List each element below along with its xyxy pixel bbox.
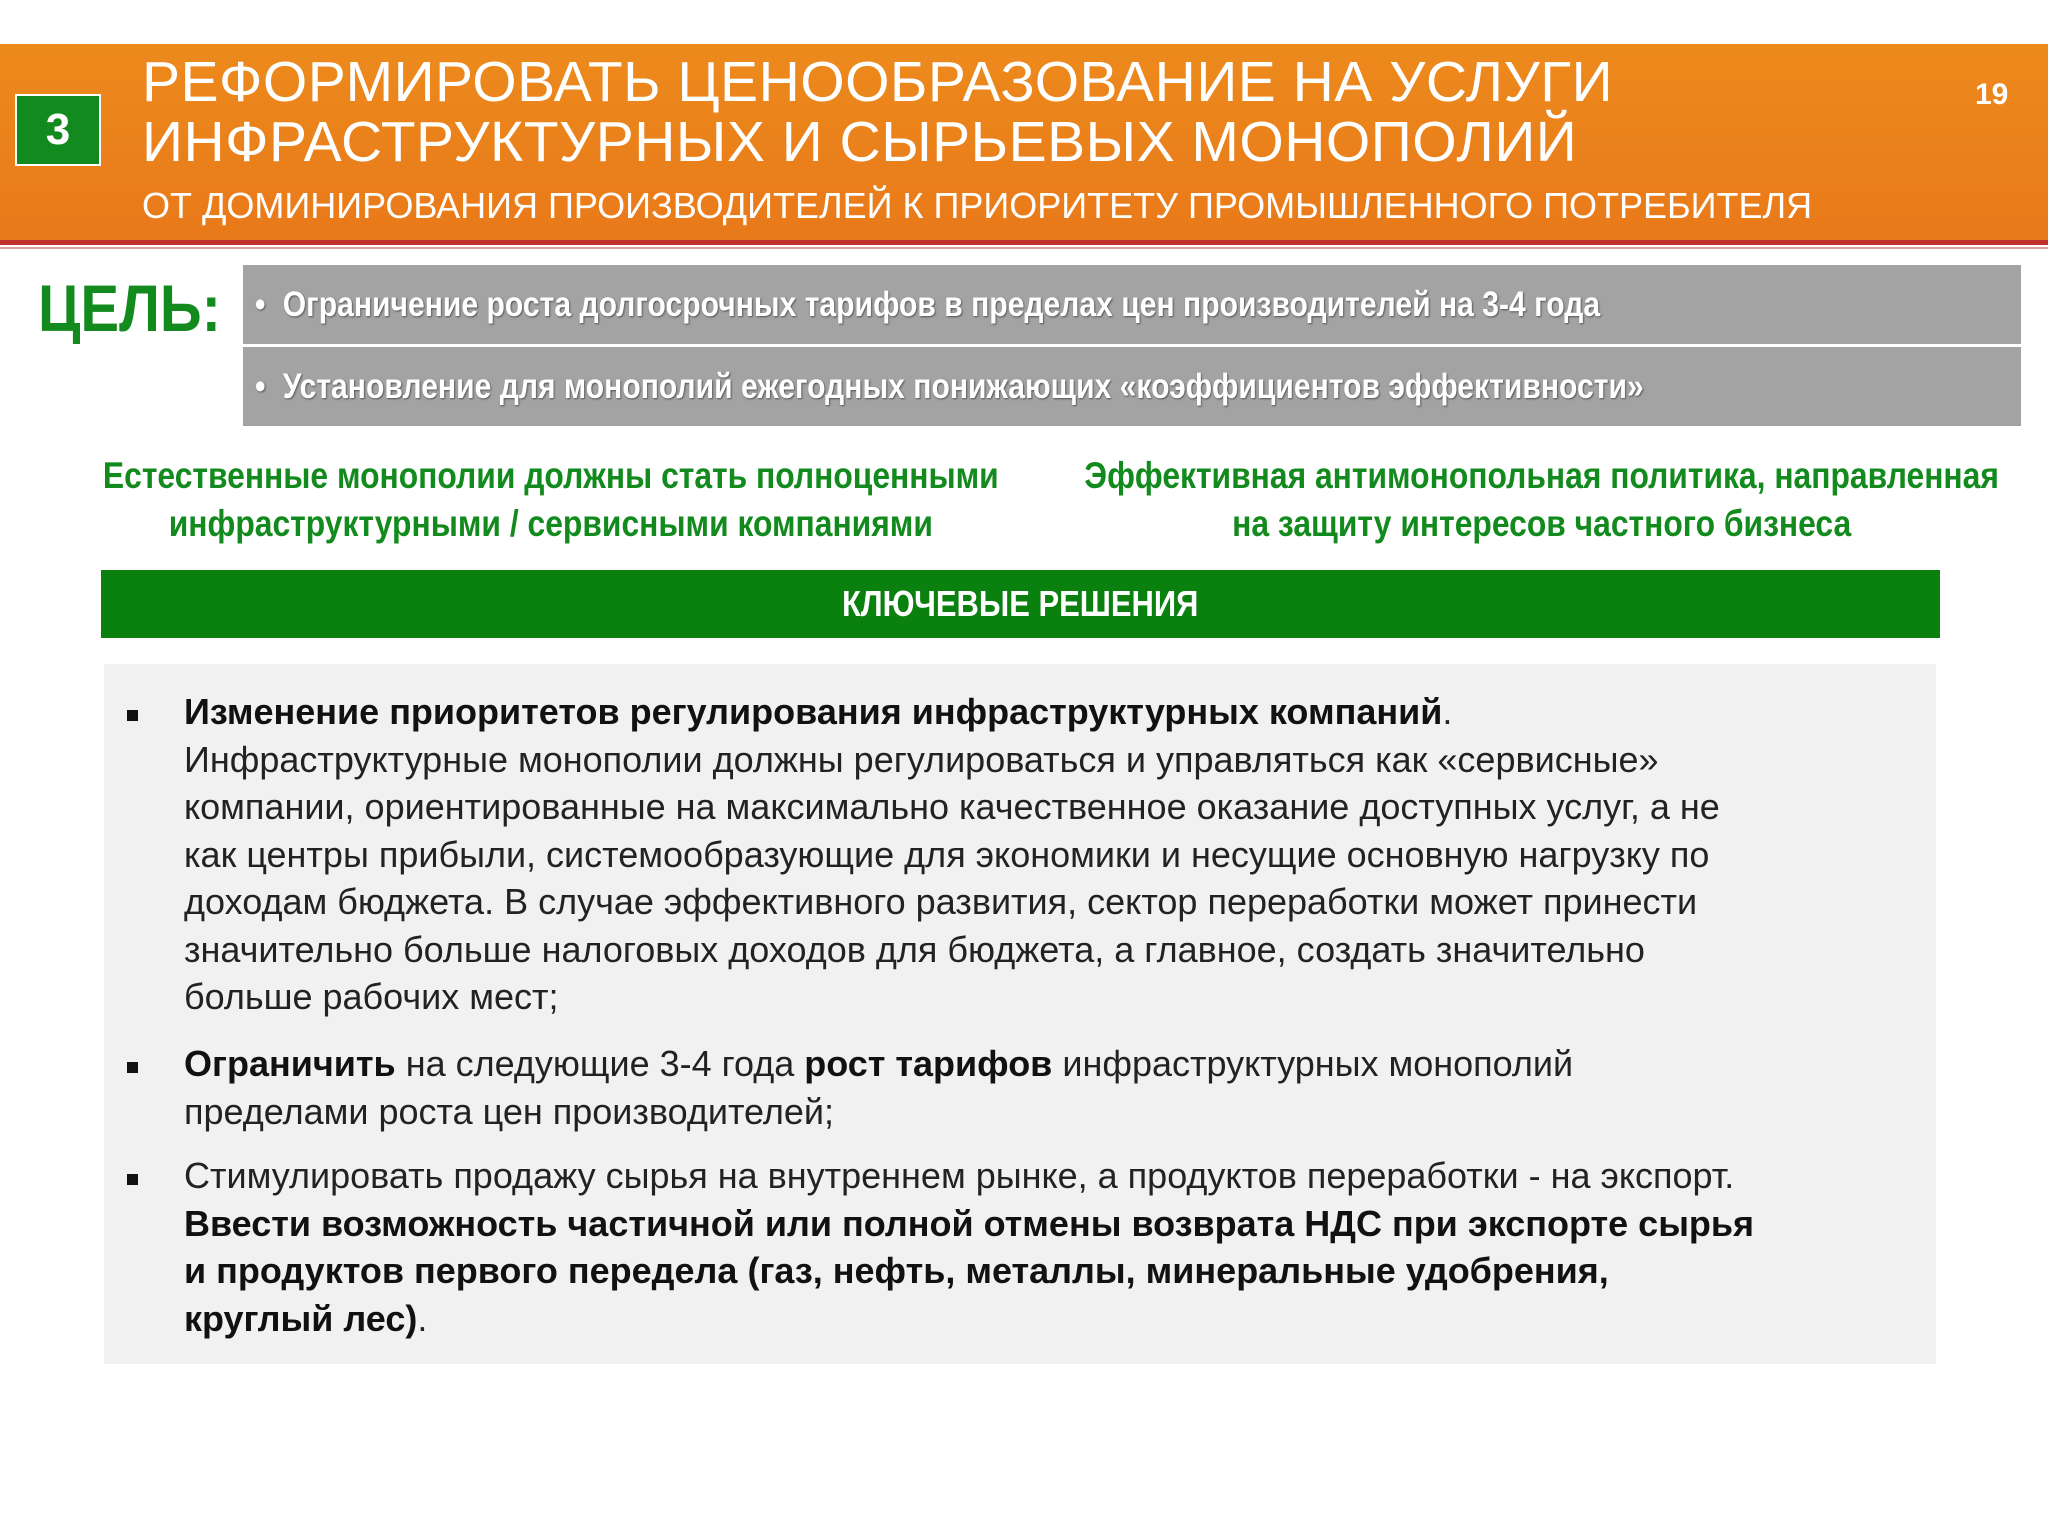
header-divider [0, 240, 2048, 245]
thesis-right: Эффективная антимонопольная политика, направленная на защиту интересов частного бизнеса [1084, 455, 1999, 544]
title-line-1: РЕФОРМИРОВАТЬ ЦЕНООБРАЗОВАНИЕ НА УСЛУГИ [142, 50, 1614, 114]
goal-list [243, 265, 2021, 426]
header-divider-thin [0, 247, 2048, 249]
solution-item-3: Стимулировать продажу сырья на внутреннем рынке, а продуктов переработки - на экспорт. Ввести возможность частичной или полной отмены возврата НДС при экспорте сырья и продуктов первого передела (газ, нефть, металлы, минеральные удобрения, круглый лес). [184, 1152, 1934, 1342]
goal-item: • Установление для монополий ежегодных понижающих «коэффициентов эффективности» [243, 347, 2021, 426]
solution-item-2: Ограничить на следующие 3-4 года рост тарифов инфраструктурных монополий пределами роста цен производителей; [184, 1040, 1934, 1135]
goal-label: ЦЕЛЬ: [38, 271, 222, 345]
solution-item-1: Изменение приоритетов регулирования инфраструктурных компаний. Инфраструктурные монополии должны регулироваться и управляться как «сервисные» компании, ориентированные на максимально качественное оказание доступных услуг, а не как центры прибыли, системообразующие для экономики и несущие основную нагрузку по доходам бюджета. В случае эффективного развития, сектор переработки может принести значительно больше налоговых доходов для бюджета, а главное, создать значительно больше рабочих мест; [184, 688, 1934, 1021]
page-number: 19 [1975, 78, 2009, 111]
bullet-icon: • [255, 284, 266, 324]
solutions-box [104, 664, 1936, 1364]
title-line-2: ИНФРАСТРУКТУРНЫХ И СЫРЬЕВЫХ МОНОПОЛИЙ [142, 110, 1578, 174]
thesis-left: Естественные монополии должны стать полноценными инфраструктурными / сервисными компаниями [102, 455, 999, 544]
key-solutions-bar: КЛЮЧЕВЫЕ РЕШЕНИЯ [101, 570, 1940, 638]
bullet-icon: • [255, 366, 266, 406]
section-number-badge: 3 [15, 94, 101, 166]
square-bullet-icon [127, 1174, 138, 1185]
slide-title [142, 52, 1942, 172]
goal-item: • Ограничение роста долгосрочных тарифов в пределах цен производителей на 3-4 года [243, 265, 2021, 344]
square-bullet-icon [127, 1062, 138, 1073]
square-bullet-icon [127, 710, 138, 721]
slide-subtitle: ОТ ДОМИНИРОВАНИЯ ПРОИЗВОДИТЕЛЕЙ К ПРИОРИТЕТУ ПРОМЫШЛЕННОГО ПОТРЕБИТЕЛЯ [142, 185, 1813, 226]
